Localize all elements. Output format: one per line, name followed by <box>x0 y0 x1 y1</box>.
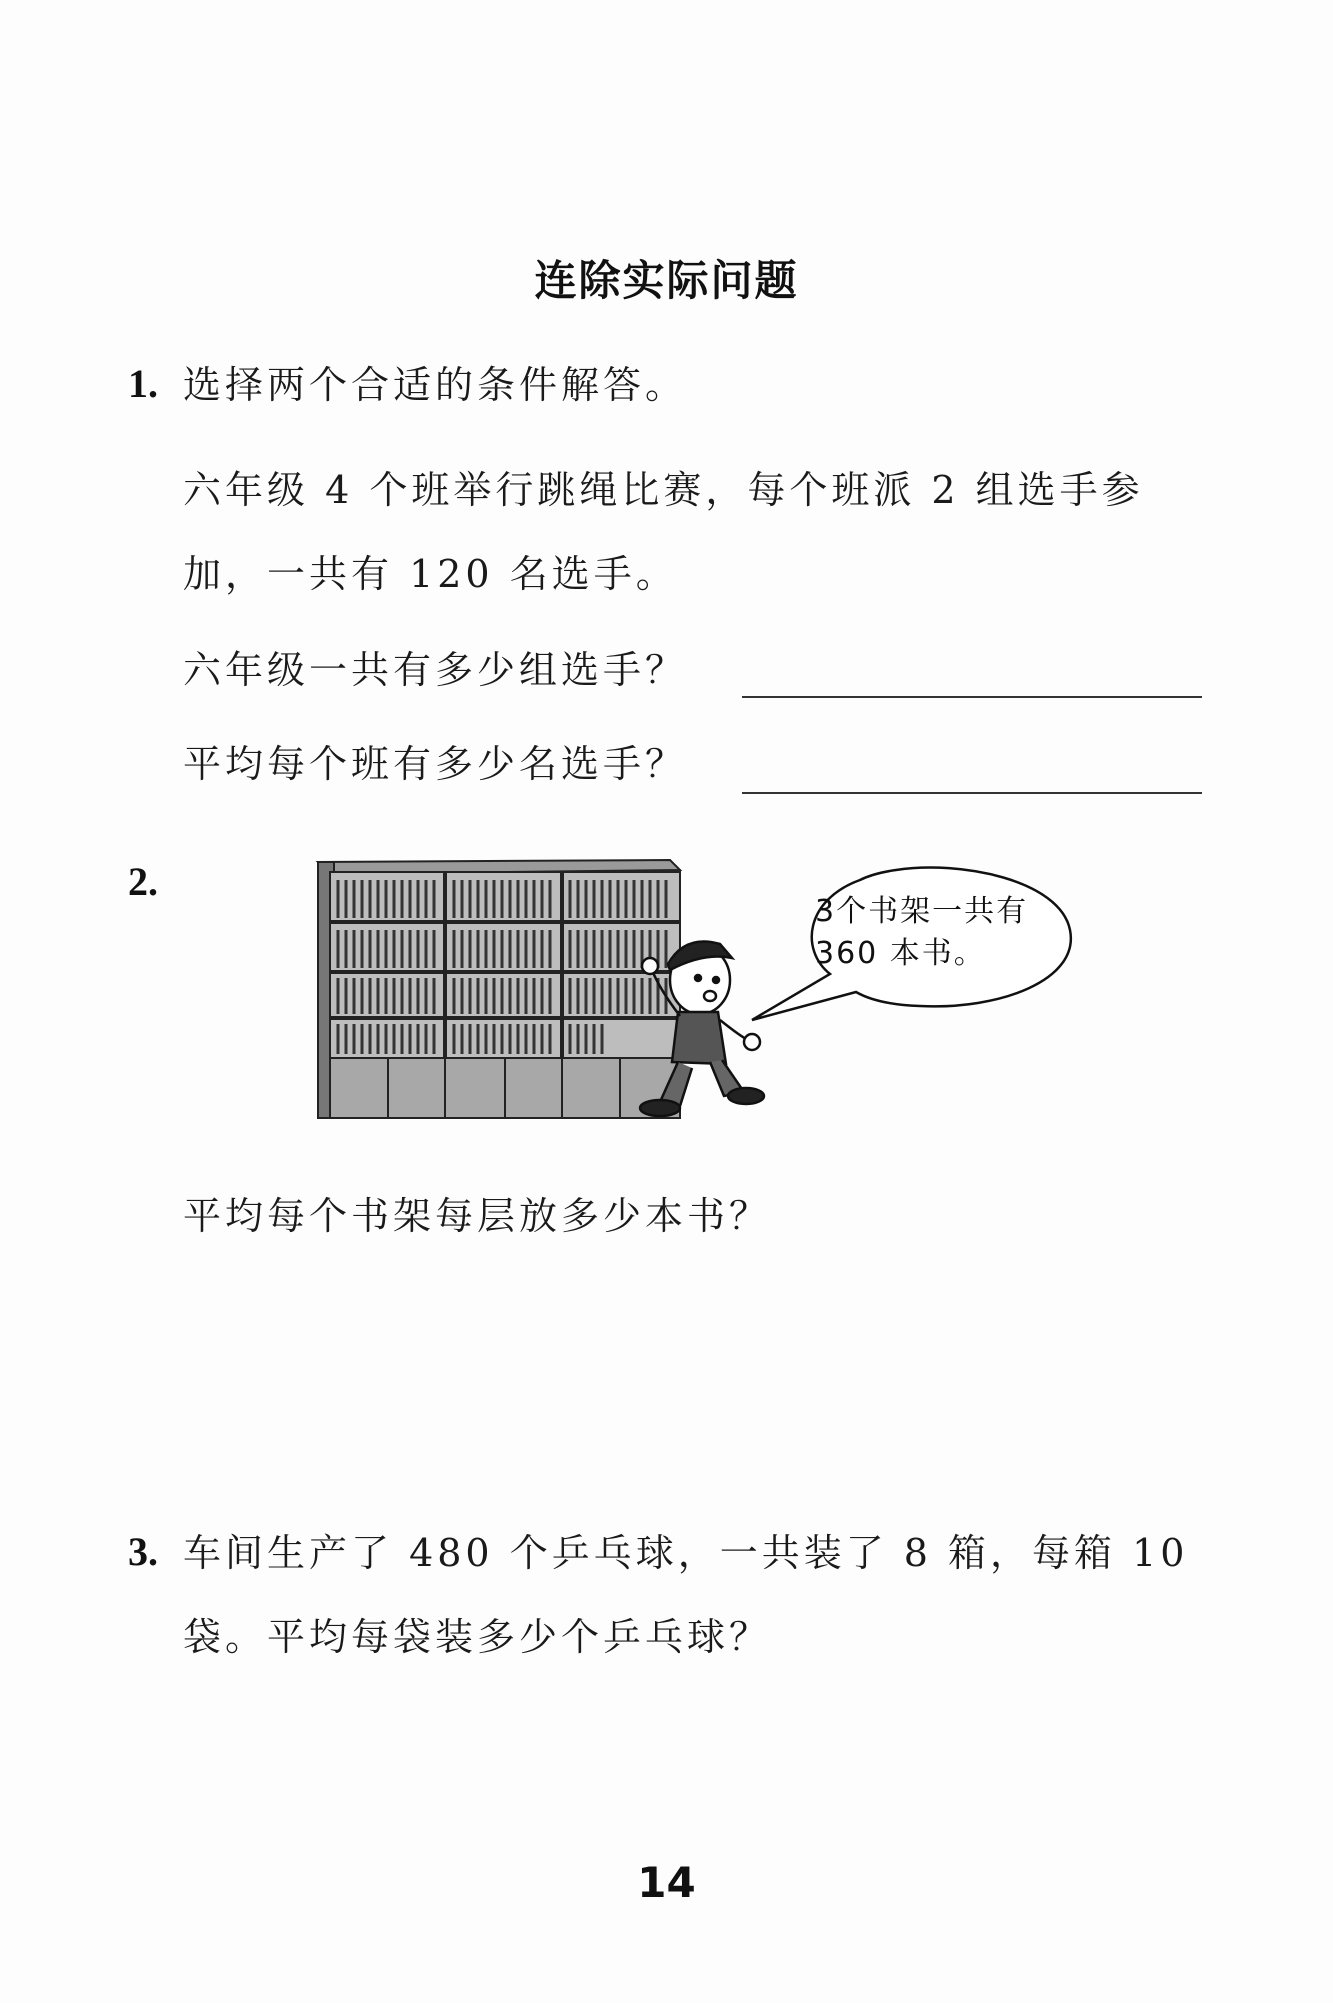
question-3-number: 3. <box>128 1529 158 1574</box>
question-2-number: 2. <box>128 859 158 904</box>
question-1a-answer-blank[interactable] <box>742 696 1202 698</box>
question-1b-text: 平均每个班有多少名选手？ <box>183 742 688 786</box>
question-3-line-1: 车间生产了 480 个乒乓球，一共装了 8 箱，每箱 10 <box>183 1531 1189 1575</box>
speech-bubble-line-1: 3个书架一共有 <box>815 894 1029 929</box>
speech-bubble-line-2: 360 本书。 <box>815 936 986 971</box>
question-3-line-2: 袋。平均每袋装多少个乒乓球？ <box>183 1615 772 1659</box>
question-1-instruction: 选择两个合适的条件解答。 <box>183 363 688 407</box>
question-1-condition-line-1: 六年级 4 个班举行跳绳比赛，每个班派 2 组选手参 <box>183 468 1144 512</box>
question-1b-answer-blank[interactable] <box>742 792 1202 794</box>
question-1-number: 1. <box>128 361 158 406</box>
question-2-text: 平均每个书架每层放多少本书？ <box>183 1194 772 1238</box>
question-1a-text: 六年级一共有多少组选手？ <box>183 648 688 692</box>
bookshelf-picture <box>300 840 1080 1120</box>
bookshelf-illustration <box>300 840 1080 1120</box>
question-1-condition-line-2: 加，一共有 120 名选手。 <box>183 552 678 596</box>
page-number: 14 <box>637 1858 696 1907</box>
page-title: 连除实际问题 <box>534 256 799 305</box>
